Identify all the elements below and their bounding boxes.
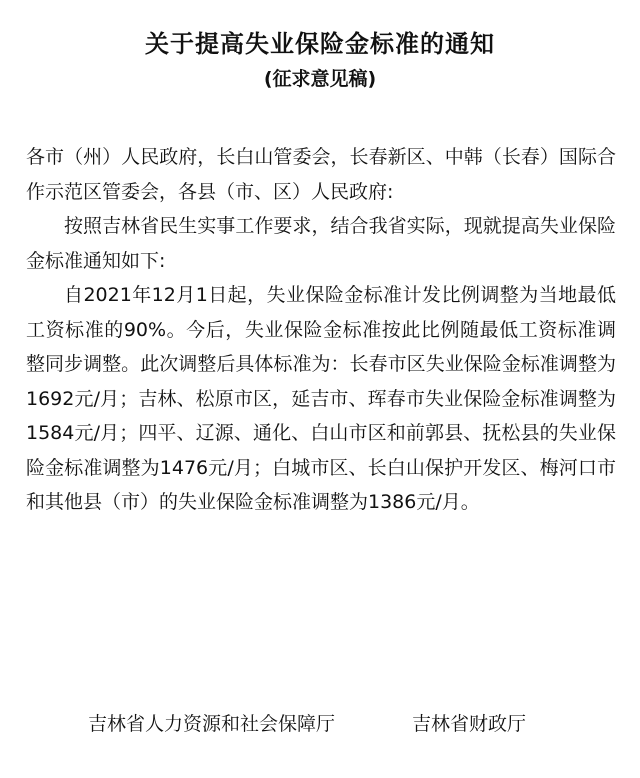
document-title: 关于提高失业保险金标准的通知 [145, 30, 495, 58]
body-paragraph: 按照吉林省民生实事工作要求，结合我省实际，现就提高失业保险金标准通知如下: [26, 215, 616, 272]
body-paragraph: 自2021年12月1日起，失业保险金标准计发比例调整为当地最低工资标准的90%。今后，失业保险金标准按此比例随最低工资标准调整同步调整。此次调整后具体标准为：长春市区失业保险金标准调整为1692元/月；吉林、松原市区，延吉市、珲春市失业保险金标准调整为1584元/月；四平、辽源、通化、白山市区和前郭县、抚松县的失业保险金标准调整为1476元/月；白城市区、长白山保护开发区、梅河口市和其他县（市）的失业保险金标准调整为1386元/月。 [26, 284, 616, 513]
signature-hrss-department: 吉林省人力资源和社会保障厅 [88, 713, 336, 735]
signature-finance-department: 吉林省财政厅 [412, 713, 527, 735]
addressee-line: 各市（州）人民政府，长白山管委会，长春新区、中韩（长春）国际合作示范区管委会，各县（市、区）人民政府: [26, 146, 616, 203]
document-body [26, 140, 616, 520]
document-subtitle: (征求意见稿) [263, 68, 377, 90]
